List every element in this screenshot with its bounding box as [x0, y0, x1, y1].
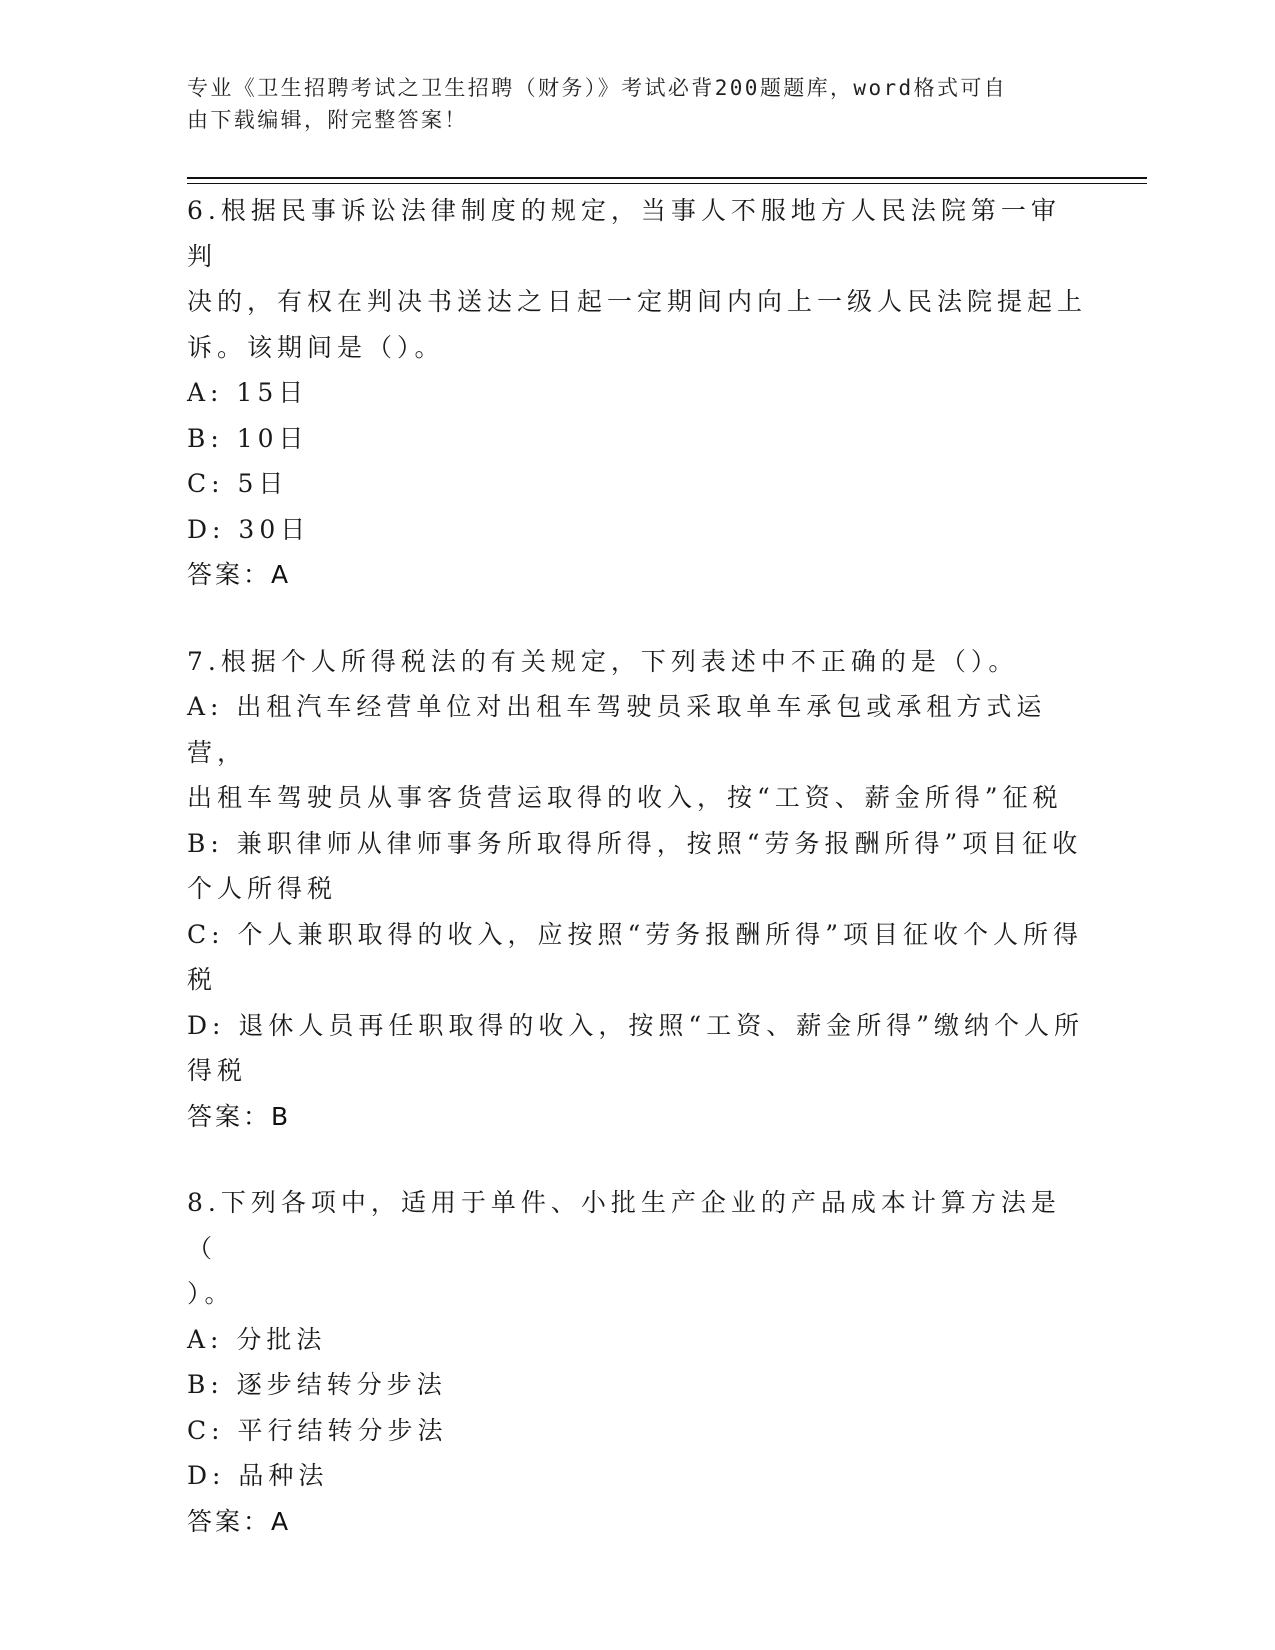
option-d: D: 退休人员再任职取得的收入，按照“工资、薪金所得”缴纳个人所 [187, 1010, 1084, 1040]
question-8 [187, 1180, 1087, 1544]
option-c-continued: 税 [187, 965, 218, 994]
question-stem-line: 7.根据个人所得税法的有关规定，下列表述中不正确的是（）。 [187, 646, 1019, 676]
answer-label: 答案：A [187, 1506, 292, 1536]
option-b: B: 逐步结转分步法 [187, 1370, 447, 1399]
answer-label: 答案：A [187, 560, 292, 589]
option-d-continued: 得税 [187, 1056, 248, 1085]
header-divider-thick [187, 177, 1147, 179]
header-line-2: 由下载编辑，附完整答案！ [187, 108, 468, 132]
document-header [187, 72, 1067, 136]
option-d: D: 品种法 [187, 1461, 329, 1490]
question-stem-line: 决的，有权在判决书送达之日起一定期间内向上一级人民法院提起上 [187, 287, 1088, 316]
question-6 [187, 188, 1087, 598]
option-b: B: 10日 [187, 423, 309, 453]
question-stem-line: 6.根据民事诉讼法律制度的规定，当事人不服地方人民法院第一审判 [187, 196, 1061, 271]
option-b-continued: 个人所得税 [187, 874, 338, 903]
option-b: B: 兼职律师从律师事务所取得所得，按照“劳务报酬所得”项目征收 [187, 828, 1083, 858]
option-a: A: 分批法 [187, 1324, 327, 1354]
option-a: A: 出租汽车经营单位对出租车驾驶员采取单车承包或承租方式运营， [187, 692, 1047, 767]
option-a: A: 15日 [187, 378, 309, 407]
question-stem-line: 诉。该期间是（）。 [187, 332, 445, 362]
question-7 [187, 639, 1087, 1140]
option-c: C: 平行结转分步法 [187, 1415, 448, 1445]
header-divider-thin [187, 183, 1147, 184]
header-line-1: 专业《卫生招聘考试之卫生招聘（财务）》考试必背200题题库，word格式可自 [187, 76, 1008, 100]
question-list [187, 188, 1087, 1585]
question-stem-line: ）。 [187, 1279, 235, 1308]
question-stem-line: 8.下列各项中，适用于单件、小批生产企业的产品成本计算方法是（ [187, 1188, 1061, 1263]
option-a-continued: 出租车驾驶员从事客货营运取得的收入，按“工资、薪金所得”征税 [187, 783, 1063, 812]
option-c: C: 个人兼职取得的收入，应按照“劳务报酬所得”项目征收个人所得 [187, 919, 1084, 949]
option-c: C: 5日 [187, 469, 289, 498]
option-d: D: 30日 [187, 514, 311, 544]
answer-label: 答案：B [187, 1101, 292, 1131]
